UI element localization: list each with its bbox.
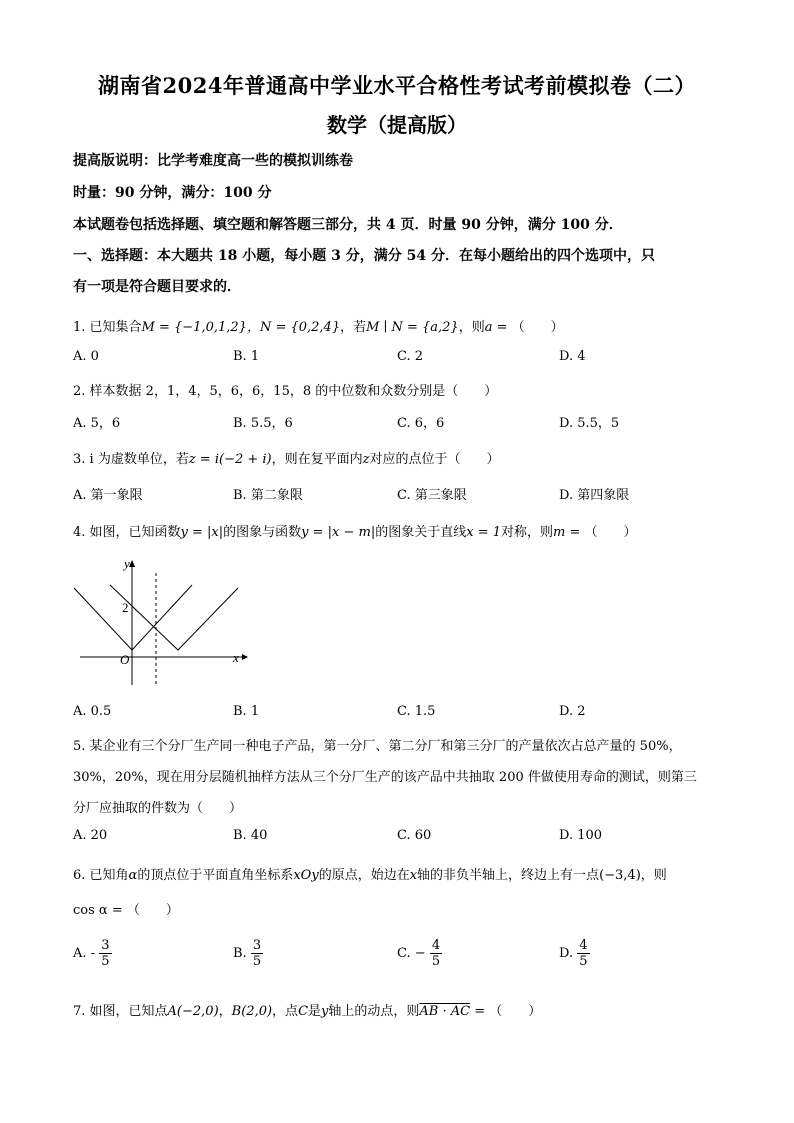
- intro-time: 时量：90 分钟，满分：100 分: [73, 185, 272, 201]
- q1-option-c: C. 2: [397, 349, 424, 364]
- q3-option-b: B. 第二象限: [233, 488, 303, 503]
- complex-expr: z = i(−2 + i): [188, 452, 272, 467]
- point-b: B(2,0): [231, 1004, 273, 1019]
- question-2: 2. 样本数据 2，1，4，5，6，6，15，8 的中位数和众数分别是（ ）: [73, 384, 498, 399]
- y-axis-label: y: [124, 556, 130, 571]
- q2-option-b: B. 5.5，6: [233, 416, 293, 431]
- graph-y-abs-x-minus-m: [110, 585, 238, 650]
- intro-structure: 本试题卷包括选择题、填空题和解答题三部分，共 4 页．时量 90 分钟，满分 100 分．: [73, 217, 623, 233]
- q5-option-b: B. 40: [233, 828, 268, 843]
- question-3: 3. i 为虚数单位，若z = i(−2 + i)，则在复平面内z对应的点位于（ ）: [73, 452, 500, 467]
- question-6-line-2: cos α = （ ）: [73, 903, 179, 918]
- q2-option-a: A. 5，6: [73, 416, 121, 431]
- point-a: A(−2,0): [167, 1004, 219, 1019]
- question-5-line-3: 分厂应抽取的件数为（ ）: [73, 801, 243, 816]
- point-coord: (−3,4): [599, 868, 641, 883]
- fraction: $\frac{4}{5}$: [431, 938, 441, 969]
- q2-option-c: C. 6，6: [397, 416, 445, 431]
- function-graph: [70, 555, 250, 690]
- graph-y-abs-x: [74, 585, 192, 650]
- q5-option-d: D. 100: [559, 828, 603, 843]
- q6-option-c: C. − $\frac{4}{5}$: [397, 938, 441, 969]
- question-6: 6. 已知角α的顶点位于平面直角坐标系xOy的原点，始边在x轴的非负半轴上，终边上有一点(−3,4)，则: [73, 868, 667, 883]
- q3-option-d: D. 第四象限: [559, 488, 630, 503]
- q5-option-a: A. 20: [73, 828, 108, 843]
- set-m: M = {−1,0,1,2}: [141, 320, 247, 335]
- fraction: $\frac{4}{5}$: [579, 938, 588, 969]
- symmetry-line: x = 1: [466, 525, 502, 540]
- set-condition: M ∣ N = {a,2}: [366, 320, 459, 335]
- question-5-line-1: 5. 某企业有三个分厂生产同一种电子产品，第一分厂、第二分厂和第三分厂的产量依次占总产量的 50%，: [73, 739, 682, 754]
- fraction: $\frac{3}{5}$: [252, 938, 262, 969]
- vector-dot-product: AB · AC: [419, 1004, 471, 1019]
- q4-option-a: A. 0.5: [73, 704, 112, 719]
- origin-label: O: [120, 652, 130, 667]
- exam-title: 湖南省2024年普通高中学业水平合格性考试考前模拟卷（二）: [98, 73, 696, 98]
- x-axis-arrow: [242, 654, 248, 660]
- fraction: $\frac{3}{5}$: [101, 938, 110, 969]
- exam-subtitle: 数学（提高版）: [327, 113, 467, 137]
- q5-option-c: C. 60: [397, 828, 432, 843]
- y-axis-arrow: [129, 560, 135, 567]
- y-tick-label: 2: [122, 600, 129, 615]
- q1-option-a: A. 0: [73, 349, 99, 364]
- set-n: ，N = {0,2,4}: [246, 320, 341, 335]
- function-1: y = |x|: [180, 525, 224, 540]
- q6-option-d: D. $\frac{4}{5}$: [559, 938, 588, 969]
- question-7: 7. 如图，已知点A(−2,0)，B(2,0)，点C是y轴上的动点，则AB · AC = （ ）: [73, 1004, 542, 1019]
- question-5-line-2: 30%，20%，现在用分层随机抽样方法从三个分厂生产的该产品中共抽取 200 件做使用寿命的测试，则第三: [73, 770, 697, 785]
- q4-option-d: D. 2: [559, 704, 586, 719]
- question-1: 1. 已知集合M = {−1,0,1,2}，N = {0,2,4}，若M ∣ N = {a,2}，则a = （ ）: [73, 320, 564, 335]
- q1-option-d: D. 4: [559, 349, 586, 364]
- q3-option-a: A. 第一象限: [73, 488, 143, 503]
- x-axis-label: x: [233, 650, 239, 665]
- q6-option-a: A. - $\frac{3}{5}$: [73, 938, 110, 969]
- q1-option-b: B. 1: [233, 349, 260, 364]
- question-4: 4. 如图，已知函数y = |x|的图象与函数y = |x − m|的图象关于直线x = 1对称，则m = （ ）: [73, 525, 637, 540]
- function-2: y = |x − m|: [301, 525, 376, 540]
- section1-heading: 一、选择题：本大题共 18 小题，每小题 3 分，满分 54 分．在每小题给出的四个选项中，只: [73, 248, 655, 264]
- q2-option-d: D. 5.5，5: [559, 416, 620, 431]
- intro-note: 提高版说明：比学考难度高一些的模拟训练卷: [73, 153, 353, 169]
- q4-option-b: B. 1: [233, 704, 260, 719]
- section1-heading-cont: 有一项是符合题目要求的．: [73, 279, 241, 295]
- q3-option-c: C. 第三象限: [397, 488, 467, 503]
- q6-option-b: B. $\frac{3}{5}$: [233, 938, 262, 969]
- q4-option-c: C. 1.5: [397, 704, 436, 719]
